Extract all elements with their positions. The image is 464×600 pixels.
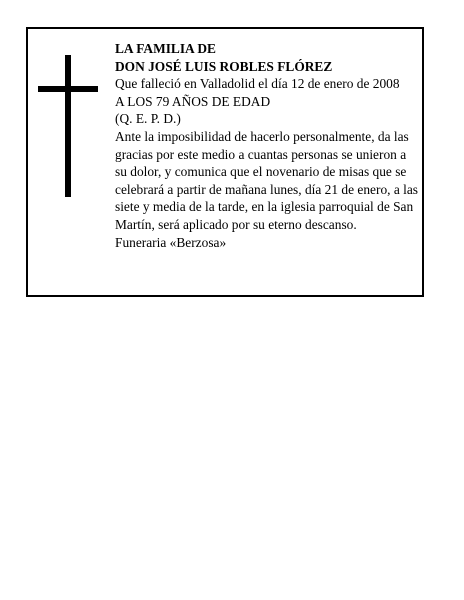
- notice-body: Ante la imposibilidad de hacerlo personalmente, da las gracias por este medio a cuantas personas se unieron a su dolor, y comunica que el novenario de misas que se celebrará a partir de mañana lunes, día 21 de enero, a las siete y media de la tarde, en la iglesia parroquial de San Martín, será aplicado por su eterno descanso.: [115, 128, 418, 232]
- deceased-name: DON JOSÉ LUIS ROBLES FLÓREZ: [115, 58, 333, 74]
- cross-vertical-bar: [65, 55, 71, 197]
- funeral-home: Funeraria «Berzosa»: [115, 234, 227, 250]
- family-heading: LA FAMILIA DE: [115, 41, 216, 56]
- rip-line: (Q. E. P. D.): [115, 111, 181, 127]
- death-info: Que falleció en Valladolid el día 12 de enero de 2008: [115, 76, 400, 92]
- latin-cross-icon: [38, 55, 98, 197]
- obituary-notice: [26, 27, 424, 297]
- obituary-text: [115, 40, 419, 251]
- age-line: A LOS 79 AÑOS DE EDAD: [115, 93, 271, 109]
- cross-horizontal-bar: [38, 86, 98, 92]
